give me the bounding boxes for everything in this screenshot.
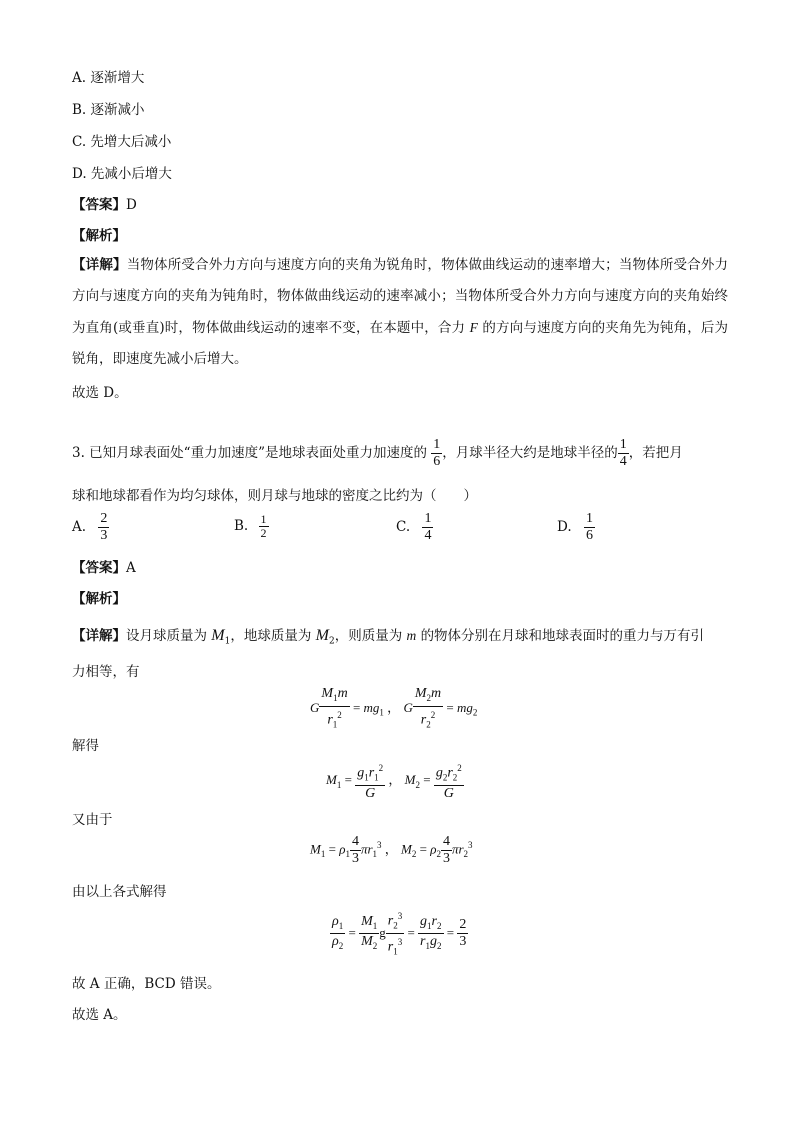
earth-mass-symbol: M (315, 627, 329, 644)
option-fraction (584, 511, 595, 544)
q3-conclusion: 故选 A。 (72, 1007, 127, 1023)
detail-text-1: 当物体所受合外力方向与速度方向的夹角为锐角时，物体做曲线运动的速率增大；当物体所受合外力方向与速度方向的夹角为钝角时，物体做曲线运动的速率减小；当物体所受合外力方向与速度方向的夹角始终为直角(或垂直)时，物体做曲线运动的速率不变，在本题中，合力 (72, 257, 729, 336)
q3-option-b (234, 513, 269, 540)
option-fraction (422, 511, 433, 544)
q2-analysis-label (72, 224, 126, 244)
fraction-numerator: 1 (260, 512, 267, 526)
q3-answer (72, 556, 136, 576)
detail-text-d: 的物体分别在月球和地球表面时的重力与万有引 (420, 628, 705, 644)
solve-label: 解得 (72, 738, 99, 754)
q2-conclusion: 故选 D。 (72, 385, 128, 401)
option-label: D. (557, 519, 572, 535)
q3-stem-line2: 球和地球都看作为均匀球体，则月球与地球的密度之比约为（ ） (72, 488, 477, 504)
q3-detail-line2: 力相等，有 (72, 664, 140, 680)
stem-text-b: ，月球半径大约是地球半径的 (442, 445, 618, 461)
detail-label: 【详解】 (72, 628, 126, 644)
q2-option-c: C. 先增大后减小 (72, 134, 172, 150)
object-mass-symbol: m (406, 628, 417, 643)
subscript: 2 (328, 636, 335, 647)
q3-detail-line1 (72, 624, 704, 647)
q3-option-c (396, 511, 433, 544)
stem-text-a: 3. 已知月球表面处“重力加速度”是地球表面处重力加速度的 (72, 445, 427, 461)
detail-text-2: 的方向与速度方向的夹角先为钝角，后为锐角，即速度先减小后增大。 (72, 320, 728, 367)
detail-text-a: 设月球质量为 (126, 628, 207, 644)
option-fraction (98, 511, 109, 544)
equation-mass-solution: $M_1$ = $\frac{g_1r_1^2}{G}$ ， $M_2$ = $\frac{g_2r_2^2}{G}$ (326, 760, 464, 802)
stem-text-c: ，若把月 (628, 445, 683, 461)
q3-result: 故 A 正确，BCD 错误。 (72, 976, 221, 992)
fraction-denominator: 2 (260, 526, 267, 540)
option-label: C. (396, 519, 411, 535)
gravity-ratio-fraction (431, 437, 442, 470)
q2-option-a: A. 逐渐增大 (72, 70, 145, 86)
force-variable: F (469, 320, 478, 335)
fraction-numerator: 2 (100, 511, 108, 526)
option-label: A. (72, 519, 87, 535)
fraction-numerator: 1 (424, 511, 432, 526)
answer-label: 【答案】 (72, 560, 126, 576)
fraction-denominator: 4 (619, 454, 627, 469)
fraction-denominator: 3 (100, 528, 108, 543)
option-label: B. (234, 518, 249, 534)
also-label: 又由于 (72, 812, 113, 828)
q2-detail (72, 250, 728, 375)
equation-density-ratio: $\frac{\rho_1}{\rho_2}$ = $\frac{M_1}{M_2}$ g $\frac{r_2^3}{r_1^3}$ = $\frac{g_1r_2}{r_1g_2}$ = $\frac{2}{3}$ (330, 908, 468, 960)
detail-text-c: ，则质量为 (334, 628, 403, 644)
fraction-numerator: 1 (433, 437, 441, 452)
analysis-label: 【解析】 (72, 591, 126, 607)
q2-option-d: D. 先减小后增大 (72, 166, 172, 182)
q2-answer (72, 193, 137, 213)
option-fraction (259, 513, 269, 540)
radius-ratio-fraction (618, 437, 629, 470)
subscript: 1 (224, 636, 231, 647)
q3-stem-line1 (72, 437, 683, 470)
q3-option-a (72, 511, 109, 544)
fraction-denominator: 6 (585, 528, 593, 543)
answer-value: D (126, 197, 137, 213)
q3-analysis-label (72, 587, 126, 607)
moon-mass-symbol: M (211, 627, 225, 644)
analysis-label: 【解析】 (72, 228, 126, 244)
answer-value: A (126, 560, 136, 576)
q2-option-b: B. 逐渐减小 (72, 102, 145, 118)
q3-option-d (557, 511, 595, 544)
detail-label: 【详解】 (72, 257, 127, 273)
answer-label: 【答案】 (72, 197, 126, 213)
fraction-numerator: 1 (619, 437, 627, 452)
equation-density-mass: $M_1 = \rho_1$ $\frac{4}{3}$ $\pi r_1^3$ ， $M_2 = \rho_2$ $\frac{4}{3}$ $\pi r_2^3$ (310, 834, 473, 866)
from-label: 由以上各式解得 (72, 884, 167, 900)
equation-gravity-balance: G $\frac{M_1m}{r_1^2}$ = $mg_1$ ， G $\frac{M_2m}{r_2^2}$ = $mg_2$ (310, 686, 478, 730)
fraction-numerator: 1 (585, 511, 593, 526)
detail-text-b: ，地球质量为 (230, 628, 312, 644)
fraction-denominator: 6 (433, 454, 441, 469)
fraction-denominator: 4 (424, 528, 432, 543)
